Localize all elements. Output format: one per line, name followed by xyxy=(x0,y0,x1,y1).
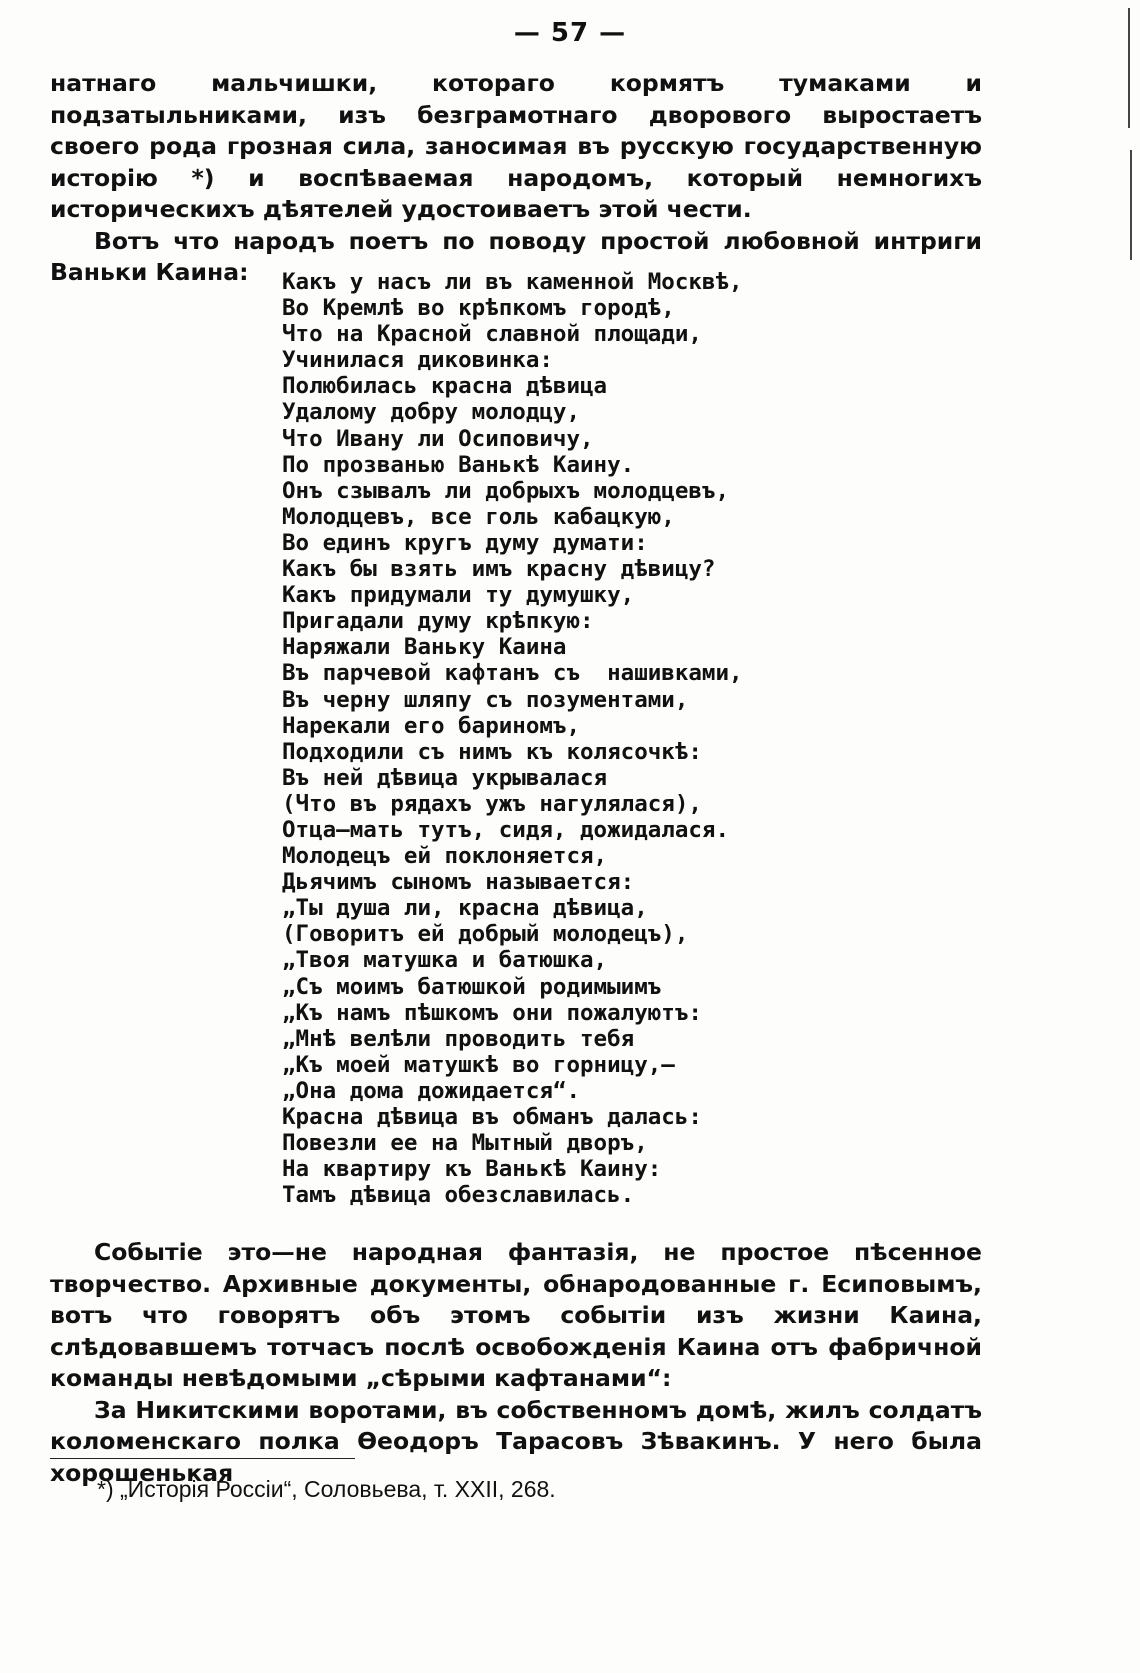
verse-line: Какъ бы взять имъ красну дѣвицу? xyxy=(282,556,716,583)
verse-line: Молодцевъ, все голь кабацкую, xyxy=(282,503,675,530)
verse-line: (Говоритъ ей добрый молодецъ), xyxy=(282,921,689,948)
verse-line: Отца—мать тутъ, сидя, дожидалася. xyxy=(282,816,730,843)
scan-edge-mark xyxy=(1130,150,1132,260)
footnote: *) „Исторія Россіи“, Соловьева, т. XXII, 268. xyxy=(97,1476,556,1502)
scan-edge-mark xyxy=(1128,8,1130,128)
verse-line: „Она дома дожидается“. xyxy=(282,1077,581,1104)
verse-line: „Съ моимъ батюшкой родимыимъ xyxy=(282,973,662,1000)
verse-line: Повезли ее на Мытный дворъ, xyxy=(282,1130,648,1157)
verse-line: Тамъ дѣвица обезславилась. xyxy=(282,1182,635,1209)
verse-line: Что на Красной славной площади, xyxy=(282,321,702,348)
verse-line: Подходили съ нимъ къ колясочкѣ: xyxy=(282,738,702,765)
verse-line: Пригадали думу крѣпкую: xyxy=(282,608,594,635)
song-verse xyxy=(282,269,743,1208)
verse-line: „Къ моей матушкѣ во горницу,— xyxy=(282,1051,675,1078)
verse-line: Полюбилась красна дѣвица xyxy=(282,373,608,400)
verse-line: „Мнѣ велѣли проводить тебя xyxy=(282,1025,635,1052)
verse-line: Онъ сзывалъ ли добрыхъ молодцевъ, xyxy=(282,477,730,504)
verse-line: Какъ у насъ ли въ каменной Москвѣ, xyxy=(282,269,743,295)
verse-line: На квартиру къ Ванькѣ Каину: xyxy=(282,1156,662,1183)
paragraph: За Никитскими воротами, въ собственномъ домѣ, жилъ солдатъ коломенскаго полка Ѳеодоръ Тарасовъ Зѣвакинъ. У него была хорошенькая xyxy=(50,1395,982,1487)
verse-line: Дьячимъ сыномъ называется: xyxy=(282,869,635,896)
verse-line: Удалому добру молодцу, xyxy=(282,399,581,426)
prose-block-bottom xyxy=(50,1237,982,1489)
paragraph: Событіе это—не народная фантазія, не простое пѣсенное творчество. Архивные документы, обнародованные г. Есиповымъ, вотъ что говорятъ объ этомъ событіи изъ жизни Каина, слѣдовавшемъ тотчасъ послѣ освобожденія Каина отъ фабричной команды невѣдомыми „сѣрыми кафтанами“: xyxy=(50,1238,982,1392)
verse-line: Наряжали Ваньку Каина xyxy=(282,634,567,661)
page-number: — 57 — xyxy=(513,18,627,48)
paragraph: натнаго мальчишки, котораго кормятъ тумаками и подзатыльниками, изъ безграмотнаго дворового выростаетъ своего рода грозная сила, заносимая въ русскую государственную исторію *) и воспѣваемая народомъ, который немногихъ историческихъ дѣятелей удостоиваетъ этой чести. xyxy=(50,69,982,223)
verse-line: Молодецъ ей поклоняется, xyxy=(282,843,608,870)
verse-line: Какъ придумали ту думушку, xyxy=(282,582,635,609)
verse-line: Учинилася диковинка: xyxy=(282,347,553,374)
verse-line: „Твоя матушка и батюшка, xyxy=(282,947,608,974)
paragraph: Вотъ что народъ поетъ по поводу простой любовной интриги Ваньки Каина: xyxy=(50,226,982,286)
verse-line: Въ парчевой кафтанъ съ нашивками, xyxy=(282,660,743,687)
verse-line: Во Кремлѣ во крѣпкомъ городѣ, xyxy=(282,295,675,322)
verse-line: Въ ней дѣвица укрывалася xyxy=(282,764,608,791)
verse-line: Въ черну шляпу съ позументами, xyxy=(282,686,689,713)
verse-line: (Что въ рядахъ ужъ нагулялася), xyxy=(282,790,702,817)
verse-line: Что Ивану ли Осиповичу, xyxy=(282,425,594,452)
verse-line: Во единъ кругъ думу думати: xyxy=(282,529,648,556)
verse-line: Красна дѣвица въ обманъ далась: xyxy=(282,1104,702,1130)
verse-line: Нарекали его бариномъ, xyxy=(282,712,581,739)
verse-line: „Къ намъ пѣшкомъ они пожалуютъ: xyxy=(282,999,702,1026)
verse-line: „Ты душа ли, красна дѣвица, xyxy=(282,895,648,922)
prose-block-top xyxy=(50,68,982,289)
verse-line: По прозванью Ванькѣ Каину. xyxy=(282,451,635,478)
footnote-divider xyxy=(50,1458,355,1459)
